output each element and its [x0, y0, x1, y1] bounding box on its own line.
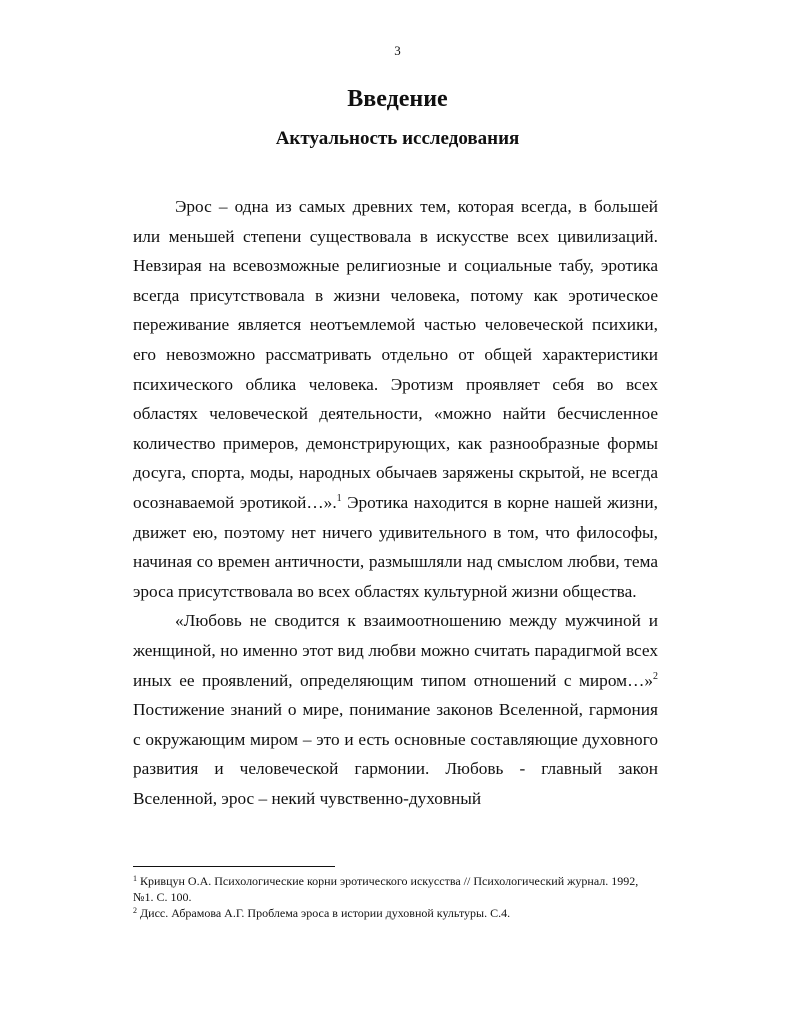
paragraph-text: «Любовь не сводится к взаимоотношению между мужчиной и женщиной, но именно этот вид любви можно считать парадигмой всех иных ее проявлений, определяющим типом отношений с миром…»	[133, 611, 658, 690]
paragraph-2	[133, 606, 658, 813]
page-number: 3	[394, 43, 401, 58]
paragraph-text: Постижение знаний о мире, понимание законов Вселенной, гармония с окружающим миром – это и есть основные составляющие духовного развития и человеческой гармонии. Любовь - главный закон Вселенной, эрос – некий чувственно-духовный	[133, 700, 658, 808]
footnote-text: Дисс. Абрамова А.Г. Проблема эроса в истории духовной культуры. С.4.	[140, 906, 511, 920]
footnote-separator	[133, 866, 335, 867]
page-title: Введение	[347, 86, 448, 112]
footnote-ref-2[interactable]: 2	[653, 670, 658, 682]
body-text	[133, 192, 658, 813]
footnote-1	[133, 873, 658, 905]
paragraph-text: Эротика находится в корне нашей жизни, движет ею, поэтому нет ничего удивительного в том, что философы, начиная со времен античности, размышляли над смыслом любви, тема эроса присутствовала во всех областях культурной жизни общества.	[133, 492, 658, 601]
footnote-number: 2	[133, 906, 137, 915]
footnote-ref-1[interactable]: 1	[336, 492, 342, 504]
footnotes	[133, 873, 658, 921]
paragraph-text: Эрос – одна из самых древних тем, которая всегда, в большей или меньшей степени существовала в искусстве всех цивилизаций. Невзирая на всевозможные религиозные и социальные табу, эротика всегда присутствовала в жизни человека, потому как эротическое переживание является неотъемлемой частью человеческой психики, его невозможно рассматривать отдельно от общей характеристики психического облика человека. Эротизм проявляет себя во всех областях человеческой деятельности, «можно найти бесчисленное количество примеров, демонстрирующих, как разнообразные формы досуга, спорта, моды, народных обычаев заряжены скрытой, не всегда осознаваемой эротикой…».	[133, 197, 658, 512]
footnote-number: 1	[133, 874, 137, 883]
footnote-2	[133, 905, 658, 921]
footnote-text: Кривцун О.А. Психологические корни эротического искусства // Психологический журнал. 1992, №1. С. 100.	[133, 874, 639, 904]
section-title: Актуальность исследования	[275, 128, 520, 149]
paragraph-1	[133, 192, 658, 606]
